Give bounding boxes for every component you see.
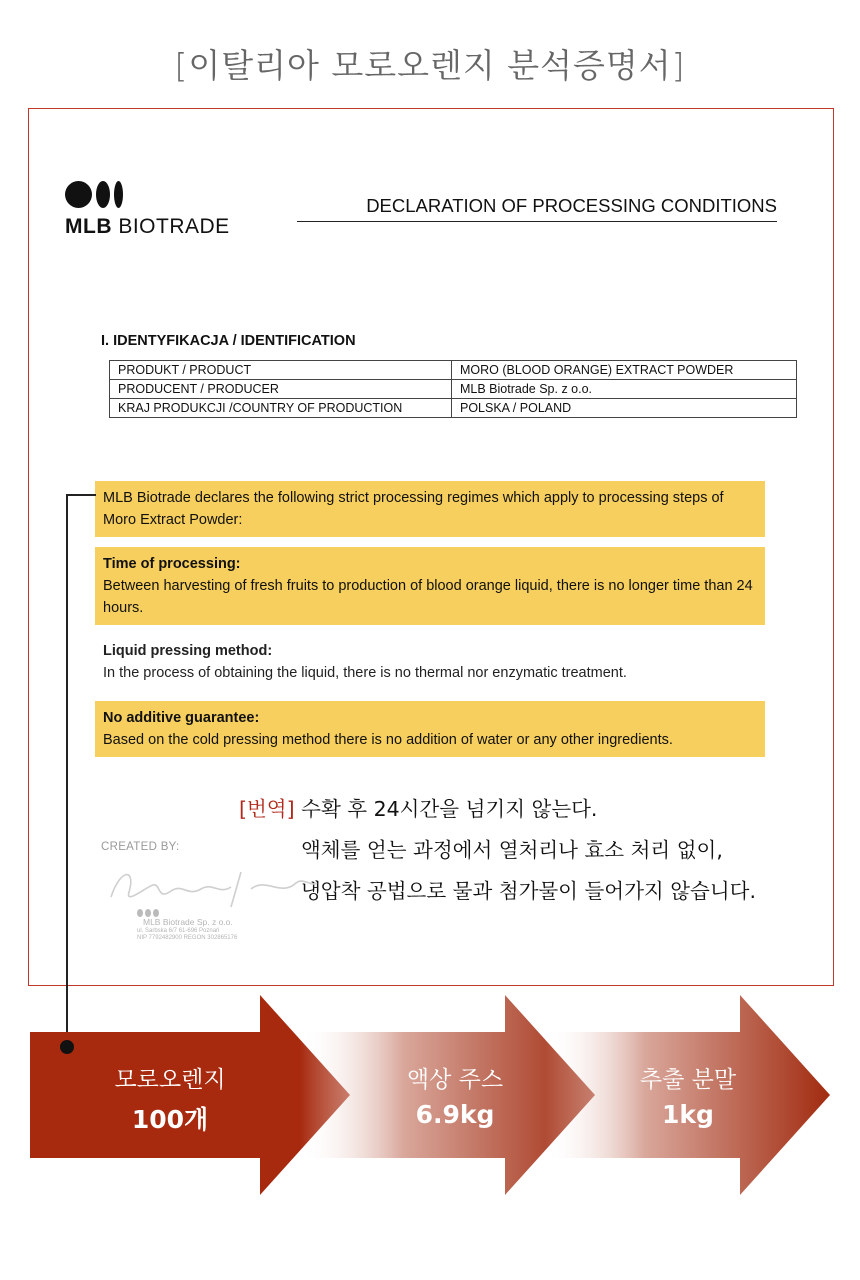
- declaration-intro: MLB Biotrade declares the following strict processing regimes which apply to processing steps of Moro Extract Powder:: [95, 481, 765, 537]
- company-stamp: [137, 909, 237, 941]
- section-title: Liquid pressing method:: [103, 643, 273, 659]
- section-body: Between harvesting of fresh fruits to production of blood orange liquid, there is no longer time than 24 hours.: [103, 578, 753, 616]
- stamp-logo-icon: [137, 909, 237, 917]
- table-row: [110, 380, 797, 399]
- section-body: In the process of obtaining the liquid, there is no thermal nor enzymatic treatment.: [103, 665, 627, 681]
- step-quantity: 6.9kg: [415, 1100, 495, 1129]
- section-time-of-processing: [95, 547, 765, 625]
- logo-mark-icon: [65, 179, 230, 209]
- section-liquid-pressing: [95, 634, 765, 690]
- step-quantity: 100개: [131, 1105, 209, 1134]
- stamp-ids: NIP 7792482900 REGON 302865176: [137, 935, 238, 941]
- section-no-additive: [95, 701, 765, 757]
- table-row: [110, 399, 797, 418]
- created-by-label: CREATED BY:: [101, 841, 180, 853]
- step-name: 액상 주스: [406, 1067, 504, 1093]
- step-quantity: 1kg: [662, 1100, 714, 1129]
- section-body: Based on the cold pressing method there is no addition of water or any other ingredients.: [103, 732, 673, 748]
- step-name: 추출 분말: [639, 1067, 737, 1093]
- certificate-document: [28, 108, 834, 986]
- identification-heading: I. IDENTYFIKACJA / IDENTIFICATION: [101, 333, 356, 349]
- table-cell-label: PRODUCENT / PRODUCER: [110, 380, 452, 399]
- section-title: No additive guarantee:: [103, 710, 260, 726]
- signature-icon: [91, 857, 321, 917]
- process-flow: [0, 995, 860, 1195]
- flow-step-3: [608, 1061, 768, 1129]
- connector-line: [66, 494, 96, 496]
- translation-line: 냉압착 공법으로 물과 첨가물이 들어가지 않습니다.: [301, 879, 756, 903]
- table-cell-label: PRODUKT / PRODUCT: [110, 361, 452, 380]
- stamp-name: MLB Biotrade Sp. z o.o.: [143, 917, 233, 927]
- table-cell-value: MORO (BLOOD ORANGE) EXTRACT POWDER: [452, 361, 797, 380]
- connector-line: [66, 494, 68, 1047]
- table-cell-value: POLSKA / POLAND: [452, 399, 797, 418]
- stamp-address: ul. Sarbska 6/7 61-696 Poznań: [137, 928, 220, 934]
- translation-tag: [번역]: [239, 797, 295, 821]
- logo-text: MLB BIOTRADE: [65, 215, 230, 238]
- flow-step-1: [90, 1061, 250, 1136]
- mlb-biotrade-logo: [65, 179, 230, 239]
- table-cell-label: KRAJ PRODUKCJI /COUNTRY OF PRODUCTION: [110, 399, 452, 418]
- connector-dot-icon: [60, 1040, 74, 1054]
- identification-table: [109, 360, 797, 418]
- translation-line: 액체를 얻는 과정에서 열처리나 효소 처리 없이,: [301, 838, 723, 862]
- table-cell-value: MLB Biotrade Sp. z o.o.: [452, 380, 797, 399]
- table-row: [110, 361, 797, 380]
- flow-step-2: [375, 1061, 535, 1129]
- step-name: 모로오렌지: [114, 1067, 226, 1093]
- page-title: [이탈리아 모로오렌지 분석증명서]: [174, 46, 686, 85]
- section-title: Time of processing:: [103, 556, 241, 572]
- translation-line: 수확 후 24시간을 넘기지 않는다.: [301, 797, 598, 821]
- declaration-title: DECLARATION OF PROCESSING CONDITIONS: [297, 195, 777, 222]
